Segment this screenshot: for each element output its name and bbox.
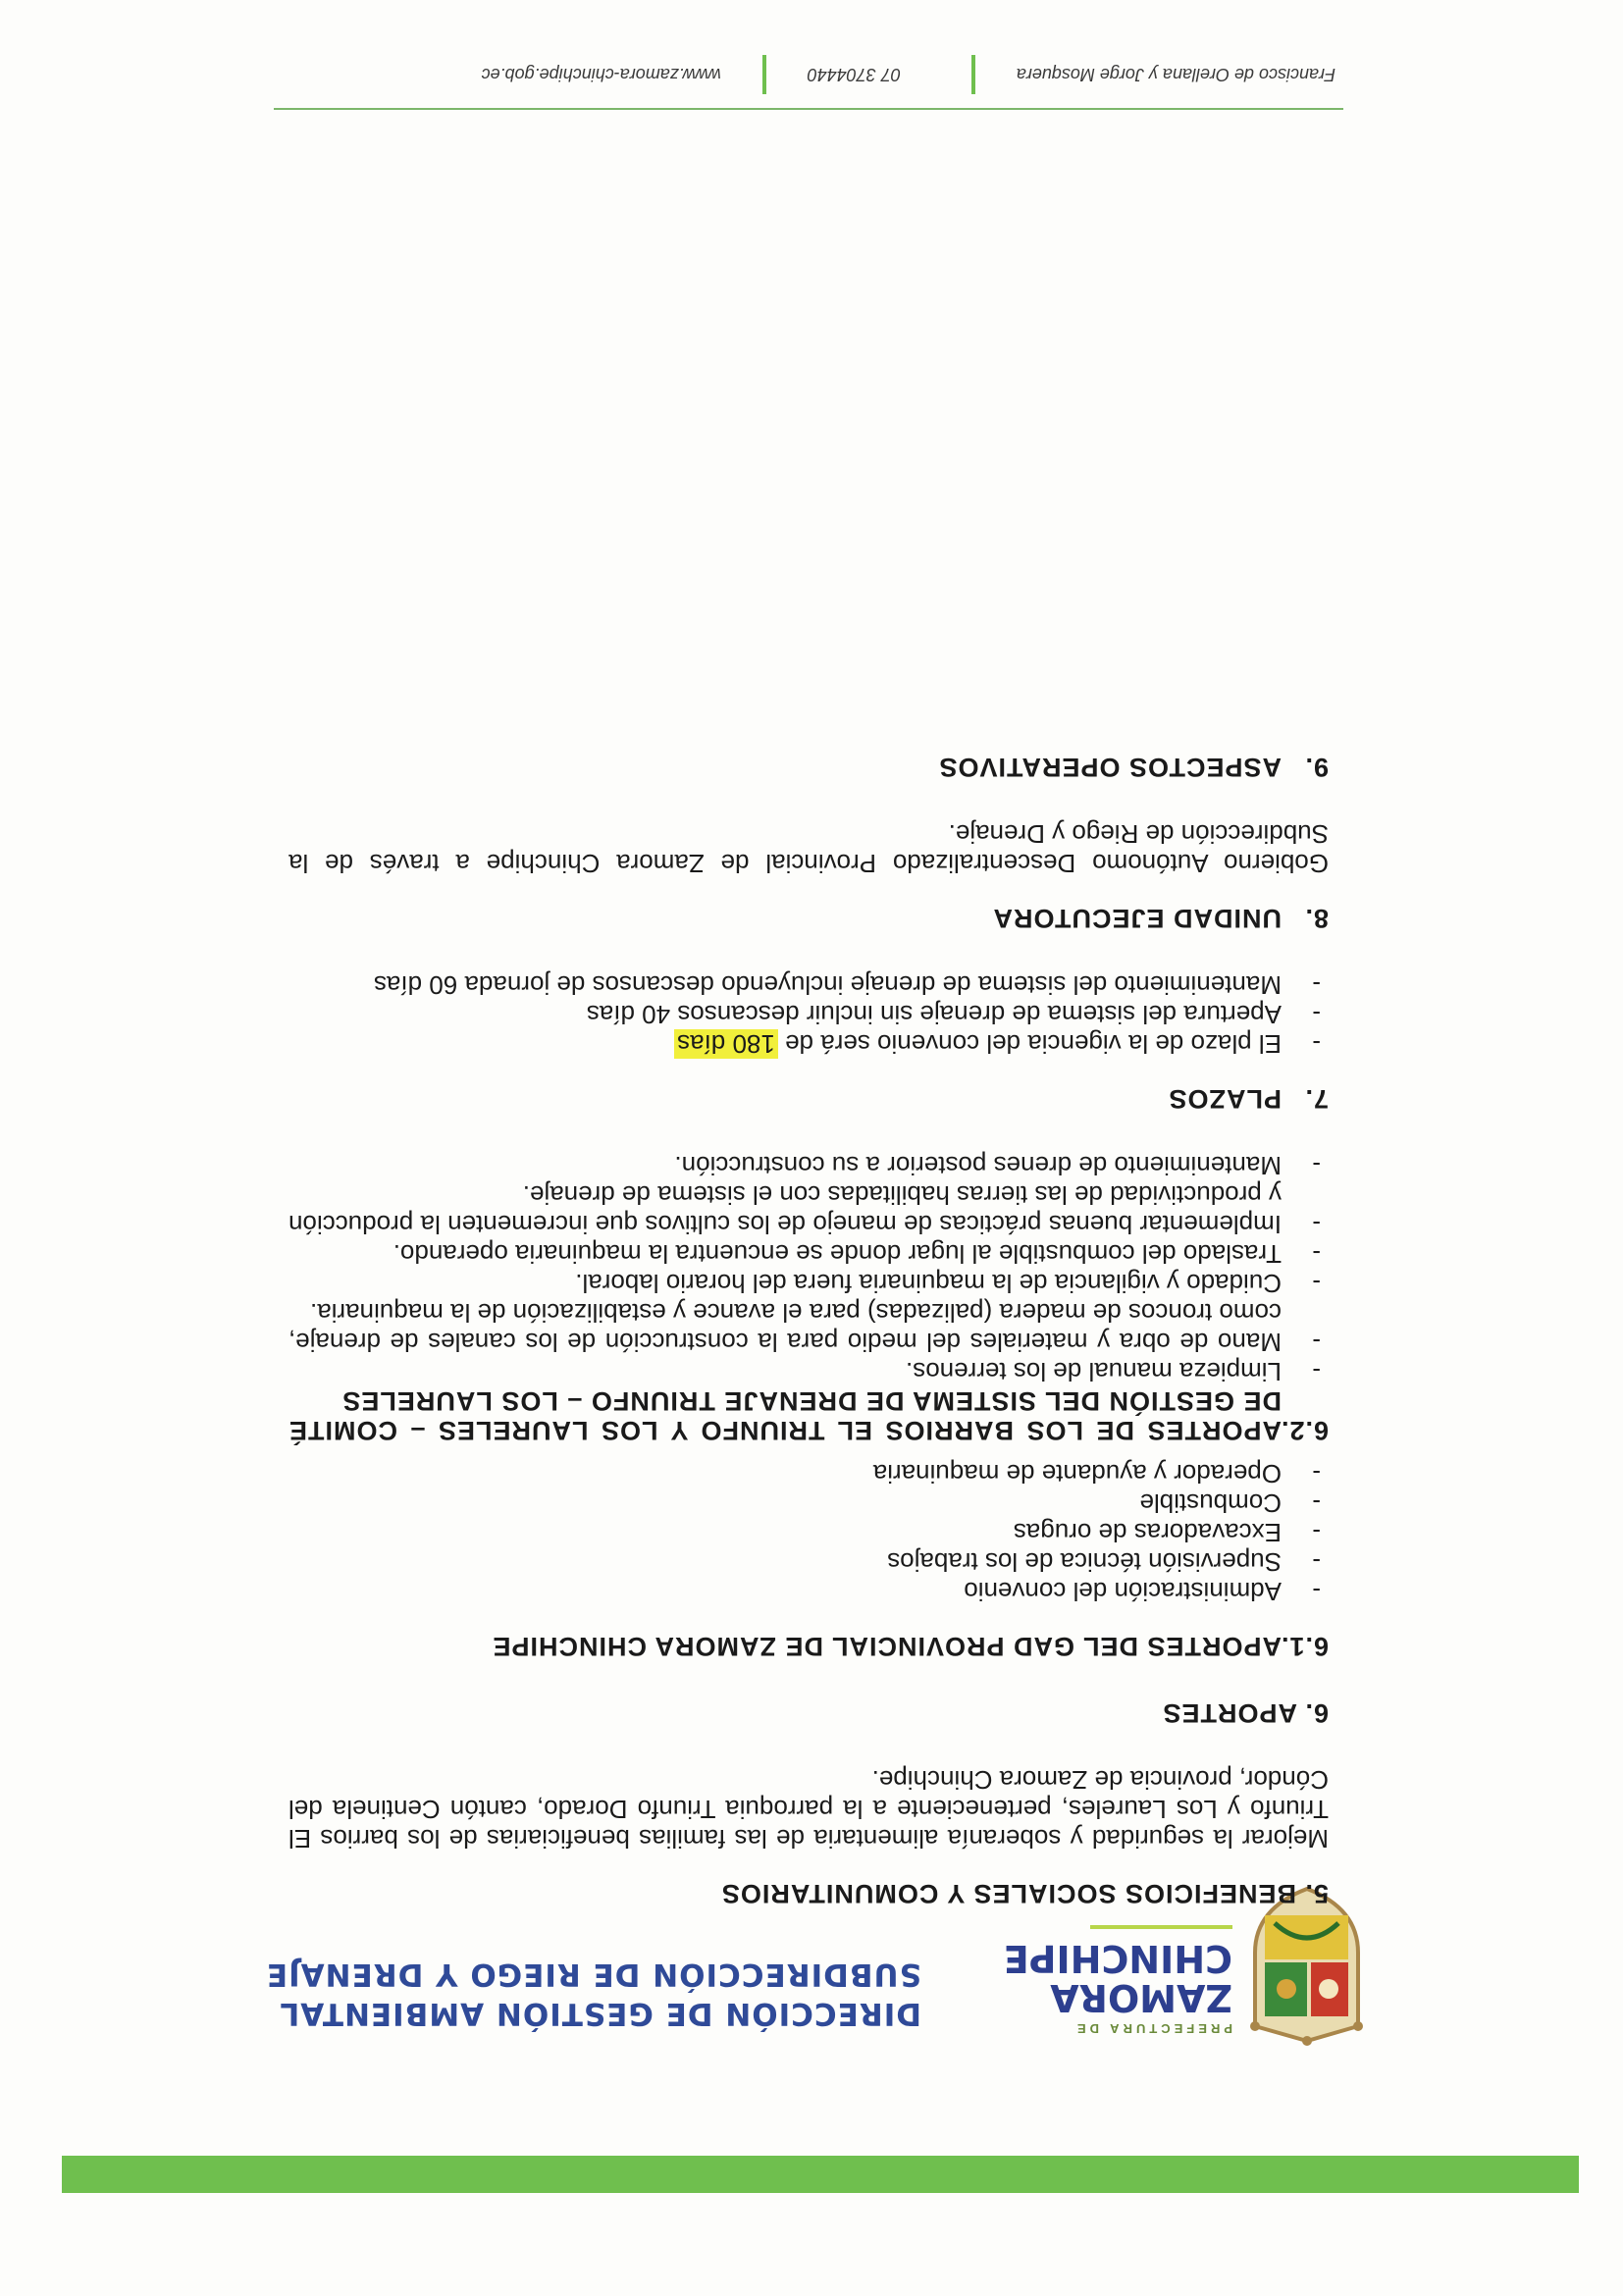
section-6-1-list — [288, 1459, 1329, 1606]
list-item: - Mantenimiento del sistema de drenaje incluyendo descansos de jornada 60 días — [288, 970, 1329, 1000]
list-item: - Cuidado y vigilancia de la maquinaria fuera del horario laboral. — [288, 1269, 1329, 1298]
footer-separator — [971, 55, 975, 94]
section-7-number: 7. — [1304, 1084, 1329, 1114]
list-item: - Operador y ayudante de maquinaria — [288, 1459, 1329, 1488]
footer-phone: 07 3704440 — [807, 65, 901, 85]
footer-divider — [274, 108, 1343, 110]
list-item: - Traslado del combustible al lugar donde se encuentra la maquinaria operando. — [288, 1239, 1329, 1269]
section-5-heading: 5. BENEFICIOS SOCIALES Y COMUNITARIOS — [720, 1879, 1329, 1908]
department-line-2: SUBDIRECCIÓN DE RIEGO Y DRENAJE — [265, 1957, 921, 1992]
section-6-heading: 6. APORTES — [1162, 1698, 1329, 1728]
section-6-2-list — [288, 1151, 1329, 1386]
section-9-heading — [288, 753, 1329, 782]
department-title — [266, 1955, 921, 2033]
list-item: - Combustible — [288, 1488, 1329, 1518]
section-7-title: PLAZOS — [1168, 1084, 1282, 1114]
section-6-1-number: 6.1. — [1280, 1632, 1329, 1661]
section-6-2-number: 6.2. — [1280, 1416, 1329, 1445]
logo-prefix: PREFECTURA DE — [1073, 2021, 1232, 2036]
list-item: - Excavadoras de orugas — [288, 1518, 1329, 1547]
section-6-2-heading — [288, 1386, 1329, 1445]
section-9-title: ASPECTOS OPERATIVOS — [938, 753, 1282, 782]
section-5-text: Mejorar la seguridad y soberanía alimentaria de las familias beneficiarias de los barrios El Triunfo y Los Laureles, perteneciente a la parroquia Triunfo Dorado, cantón Centinela del Cóndor, provincia de Zamora Chinchipe. — [288, 1765, 1329, 1853]
section-6-1-heading — [288, 1632, 1329, 1661]
section-7-heading — [288, 1084, 1329, 1114]
section-6-1-title: APORTES DEL GAD PROVINCIAL DE ZAMORA CHINCHIPE — [492, 1632, 1282, 1661]
section-6-2-title: APORTES DE LOS BARRIOS EL TRIUNFO Y LOS LAURELES – COMITÉ DE GESTIÓN DEL SISTEMA DE DRENAJE TRIUNFO – LOS LAURELES — [288, 1386, 1282, 1445]
list-item — [288, 1029, 1329, 1059]
department-line-1: DIRECCIÓN DE GESTIÓN AMBIENTAL — [279, 1996, 921, 2031]
section-7-list — [288, 970, 1329, 1059]
page-footer — [274, 55, 1343, 110]
logo-underline — [1090, 1925, 1232, 1929]
list-item: - Apertura del sistema de drenaje sin incluir descansos 40 días — [288, 1000, 1329, 1029]
section-8-text: Gobierno Autónomo Descentralizado Provincial de Zamora Chinchipe a través de la Subdirección de Riego y Drenaje. — [288, 819, 1329, 878]
logo-wordmark — [1004, 1925, 1232, 2036]
document-body — [288, 753, 1329, 1908]
highlighted-duration: 180 días — [674, 1029, 778, 1059]
section-8-title: UNIDAD EJECUTORA — [992, 904, 1282, 933]
list-item: - Implementar buenas prácticas de manejo de los cultivos que incrementen la producción y productividad de las tierras habilitadas con el sistema de drenaje. — [288, 1180, 1329, 1239]
section-9-number: 9. — [1304, 753, 1329, 782]
logo-line-1: ZAMORA — [1050, 1976, 1232, 2019]
header-band — [52, 2156, 1579, 2193]
validity-text: El plazo de la vigencia del convenio será de — [777, 1029, 1282, 1059]
logo-line-2: CHINCHIPE — [1003, 1937, 1232, 1980]
list-item: - Mantenimiento de drenes posterior a su construcción. — [288, 1151, 1329, 1180]
footer-address: Francisco de Orellana y Jorge Mosquera — [1016, 65, 1335, 85]
list-item: - Administración del convenio — [288, 1577, 1329, 1606]
footer-separator — [762, 55, 766, 94]
list-item: - Supervisión técnica de los trabajos — [288, 1547, 1329, 1577]
section-8-heading — [288, 904, 1329, 933]
list-item: - Limpieza manual de los terrenos. — [288, 1357, 1329, 1386]
list-item: - Mano de obra y materiales del medio para la construcción de los canales de drenaje, como troncos de madera (palizadas) para el avance y estabilización de la maquinaria. — [288, 1298, 1329, 1357]
section-8-number: 8. — [1304, 904, 1329, 933]
footer-website-link[interactable]: www.zamora-chinchipe.gob.ec — [481, 65, 721, 85]
